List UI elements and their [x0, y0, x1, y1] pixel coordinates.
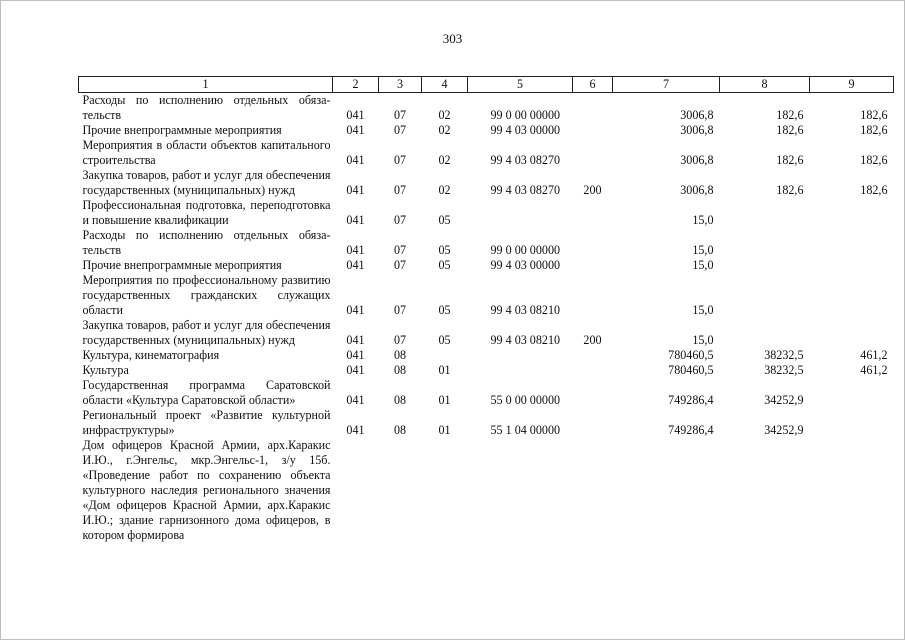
row-name-cell: Прочие внепрограммные мероприятия: [82, 258, 282, 272]
amount-col7-cell: 15,0: [692, 258, 714, 272]
budget-table: [78, 76, 894, 543]
ved-code-cell: 041: [346, 423, 365, 437]
target-article-cell: [468, 438, 573, 543]
expense-type-cell: [573, 123, 613, 138]
amount-col7-cell: 780460,5: [668, 348, 714, 362]
header-cell: 3: [379, 77, 422, 93]
ved-code-cell: 041: [346, 153, 365, 167]
amount-col7-cell: 3006,8: [680, 153, 714, 167]
target-article-cell: 99 4 03 00000: [490, 123, 561, 137]
amount-col9-cell: [810, 378, 894, 408]
ved-code-cell: 041: [346, 108, 365, 122]
expense-type-cell: 200: [583, 183, 602, 197]
amount-col8-cell: [720, 228, 810, 258]
table-row: [79, 168, 894, 198]
target-article-cell: 99 4 03 08270: [490, 153, 561, 167]
row-name-cell: Культура, кинематография: [82, 348, 220, 362]
expense-type-cell: [573, 378, 613, 408]
target-article-cell: 99 4 03 08210: [490, 303, 561, 317]
target-article-cell: 99 4 03 08210: [490, 333, 561, 347]
header-cell: 1: [79, 77, 333, 93]
row-name-cell: Мероприятия в области объектов капитального строительства: [82, 138, 331, 167]
table-row: [79, 93, 894, 124]
row-name-cell: Профессиональная подготовка, переподготовка и повышение квалификации: [82, 198, 331, 227]
ved-code-cell: 041: [346, 183, 365, 197]
amount-col7-cell: 15,0: [692, 303, 714, 317]
expense-type-cell: [573, 198, 613, 228]
amount-col9-cell: [810, 258, 894, 273]
ved-code-cell: [333, 438, 379, 543]
amount-col8-cell: 38232,5: [764, 363, 804, 377]
ved-code-cell: 041: [346, 243, 365, 257]
row-name-cell: Дом офицеров Красной Армии, арх.Каракис И.Ю., г.Энгельс, мкр.Энгельс-1, з/у 15б. «Проведение работ по сохранению объекта культурного наследия регионального значения «Дом офицеров Красной Армии, арх.Каракис И.Ю.; здание гарнизонного дома офицеров, в котором формирова: [82, 438, 331, 542]
table-row: [79, 318, 894, 348]
amount-col7-cell: 780460,5: [668, 363, 714, 377]
row-name-cell: Государственная программа Саратовской области «Культура Саратовской области»: [82, 378, 331, 407]
expense-type-cell: [573, 438, 613, 543]
amount-col7-cell: 15,0: [692, 213, 714, 227]
amount-col8-cell: [720, 438, 810, 543]
header-cell: 5: [468, 77, 573, 93]
ved-code-cell: 041: [346, 213, 365, 227]
section-code-cell: 07: [393, 123, 407, 137]
page-number: 303: [442, 31, 463, 46]
section-code-cell: 07: [393, 303, 407, 317]
ved-code-cell: 041: [346, 333, 365, 347]
header-row: [79, 77, 894, 93]
expense-type-cell: [573, 408, 613, 438]
header-cell: 6: [573, 77, 613, 93]
row-name-cell: Прочие внепрограммные мероприятия: [82, 123, 282, 137]
table-row: [79, 408, 894, 438]
subsection-code-cell: 05: [438, 243, 451, 257]
amount-col8-cell: 182,6: [776, 183, 804, 197]
amount-col9-cell: 461,2: [860, 348, 888, 362]
target-article-cell: 55 0 00 00000: [490, 393, 561, 407]
target-article-cell: 99 0 00 00000: [490, 108, 561, 122]
expense-type-cell: [573, 138, 613, 168]
amount-col8-cell: [720, 318, 810, 348]
expense-type-cell: [573, 228, 613, 258]
amount-col7-cell: 15,0: [692, 333, 714, 347]
amount-col9-cell: 182,6: [860, 153, 888, 167]
ved-code-cell: 041: [346, 258, 365, 272]
row-name-cell: Расходы по исполнению отдельных обязательств: [82, 93, 331, 122]
target-article-cell: [468, 363, 573, 378]
row-name-cell: Закупка товаров, работ и услуг для обеспечения государственных (муниципальных) нужд: [82, 168, 331, 197]
amount-col7-cell: 15,0: [692, 243, 714, 257]
target-article-cell: [468, 198, 573, 228]
table-row: [79, 363, 894, 378]
amount-col9-cell: [810, 438, 894, 543]
section-code-cell: 07: [393, 258, 407, 272]
expense-type-cell: [573, 348, 613, 363]
section-code-cell: 07: [393, 243, 407, 257]
table-row: [79, 138, 894, 168]
table-row: [79, 273, 894, 318]
section-code-cell: [379, 438, 422, 543]
amount-col8-cell: [720, 198, 810, 228]
amount-col8-cell: 182,6: [776, 108, 804, 122]
subsection-code-cell: 02: [438, 153, 451, 167]
amount-col9-cell: [810, 198, 894, 228]
subsection-code-cell: 05: [438, 258, 451, 272]
amount-col8-cell: 182,6: [776, 123, 804, 137]
header-cell: 4: [422, 77, 468, 93]
ved-code-cell: 041: [346, 393, 365, 407]
target-article-cell: 55 1 04 00000: [490, 423, 561, 437]
ved-code-cell: 041: [346, 303, 365, 317]
expense-type-cell: [573, 258, 613, 273]
amount-col7-cell: 3006,8: [680, 108, 714, 122]
subsection-code-cell: 01: [438, 423, 451, 437]
expense-type-cell: [573, 363, 613, 378]
header-cell: 7: [613, 77, 720, 93]
subsection-code-cell: 01: [438, 363, 451, 377]
amount-col9-cell: [810, 408, 894, 438]
target-article-cell: 99 4 03 00000: [490, 258, 561, 272]
ved-code-cell: 041: [346, 348, 365, 362]
amount-col8-cell: 34252,9: [764, 423, 804, 437]
amount-col8-cell: [720, 258, 810, 273]
ved-code-cell: 041: [346, 123, 365, 137]
amount-col9-cell: [810, 318, 894, 348]
amount-col8-cell: 182,6: [776, 153, 804, 167]
subsection-code-cell: [422, 348, 468, 363]
target-article-cell: 99 4 03 08270: [490, 183, 561, 197]
amount-col9-cell: 182,6: [860, 108, 888, 122]
section-code-cell: 07: [393, 213, 407, 227]
expense-type-cell: 200: [583, 333, 602, 347]
table-row: [79, 198, 894, 228]
expense-type-cell: [573, 273, 613, 318]
amount-col7-cell: 3006,8: [680, 123, 714, 137]
subsection-code-cell: 01: [438, 393, 451, 407]
subsection-code-cell: [422, 438, 468, 543]
target-article-cell: [468, 348, 573, 363]
amount-col8-cell: 34252,9: [764, 393, 804, 407]
subsection-code-cell: 05: [438, 303, 451, 317]
subsection-code-cell: 02: [438, 108, 451, 122]
amount-col9-cell: 182,6: [860, 123, 888, 137]
section-code-cell: 07: [393, 153, 407, 167]
subsection-code-cell: 02: [438, 123, 451, 137]
expense-type-cell: [573, 93, 613, 124]
amount-col8-cell: [720, 273, 810, 318]
amount-col7-cell: [613, 438, 720, 543]
table-header: [79, 77, 894, 93]
section-code-cell: 08: [393, 363, 407, 377]
section-code-cell: 08: [393, 348, 407, 362]
amount-col9-cell: [810, 273, 894, 318]
table-body: [79, 93, 894, 544]
subsection-code-cell: 05: [438, 333, 451, 347]
header-cell: 2: [333, 77, 379, 93]
amount-col7-cell: 749286,4: [668, 423, 714, 437]
table-row: [79, 228, 894, 258]
section-code-cell: 07: [393, 108, 407, 122]
table-row: [79, 348, 894, 363]
row-name-cell: Расходы по исполнению отдельных обязательств: [82, 228, 331, 257]
section-code-cell: 08: [393, 423, 407, 437]
subsection-code-cell: 02: [438, 183, 451, 197]
row-name-cell: Закупка товаров, работ и услуг для обеспечения государственных (муниципальных) нужд: [82, 318, 331, 347]
ved-code-cell: 041: [346, 363, 365, 377]
table-row: [79, 123, 894, 138]
table-row: [79, 258, 894, 273]
amount-col9-cell: [810, 228, 894, 258]
amount-col9-cell: 182,6: [860, 183, 888, 197]
amount-col8-cell: 38232,5: [764, 348, 804, 362]
amount-col9-cell: 461,2: [860, 363, 888, 377]
row-name-cell: Региональный проект «Развитие культурной инфраструктуры»: [82, 408, 331, 437]
section-code-cell: 08: [393, 393, 407, 407]
table-row: [79, 438, 894, 543]
section-code-cell: 07: [393, 333, 407, 347]
subsection-code-cell: 05: [438, 213, 451, 227]
section-code-cell: 07: [393, 183, 407, 197]
amount-col7-cell: 3006,8: [680, 183, 714, 197]
header-cell: 8: [720, 77, 810, 93]
target-article-cell: 99 0 00 00000: [490, 243, 561, 257]
row-name-cell: Мероприятия по профессиональному развитию государственных гражданских служащих области: [82, 273, 331, 317]
header-cell: 9: [810, 77, 894, 93]
row-name-cell: Культура: [82, 363, 129, 377]
amount-col7-cell: 749286,4: [668, 393, 714, 407]
table-row: [79, 378, 894, 408]
